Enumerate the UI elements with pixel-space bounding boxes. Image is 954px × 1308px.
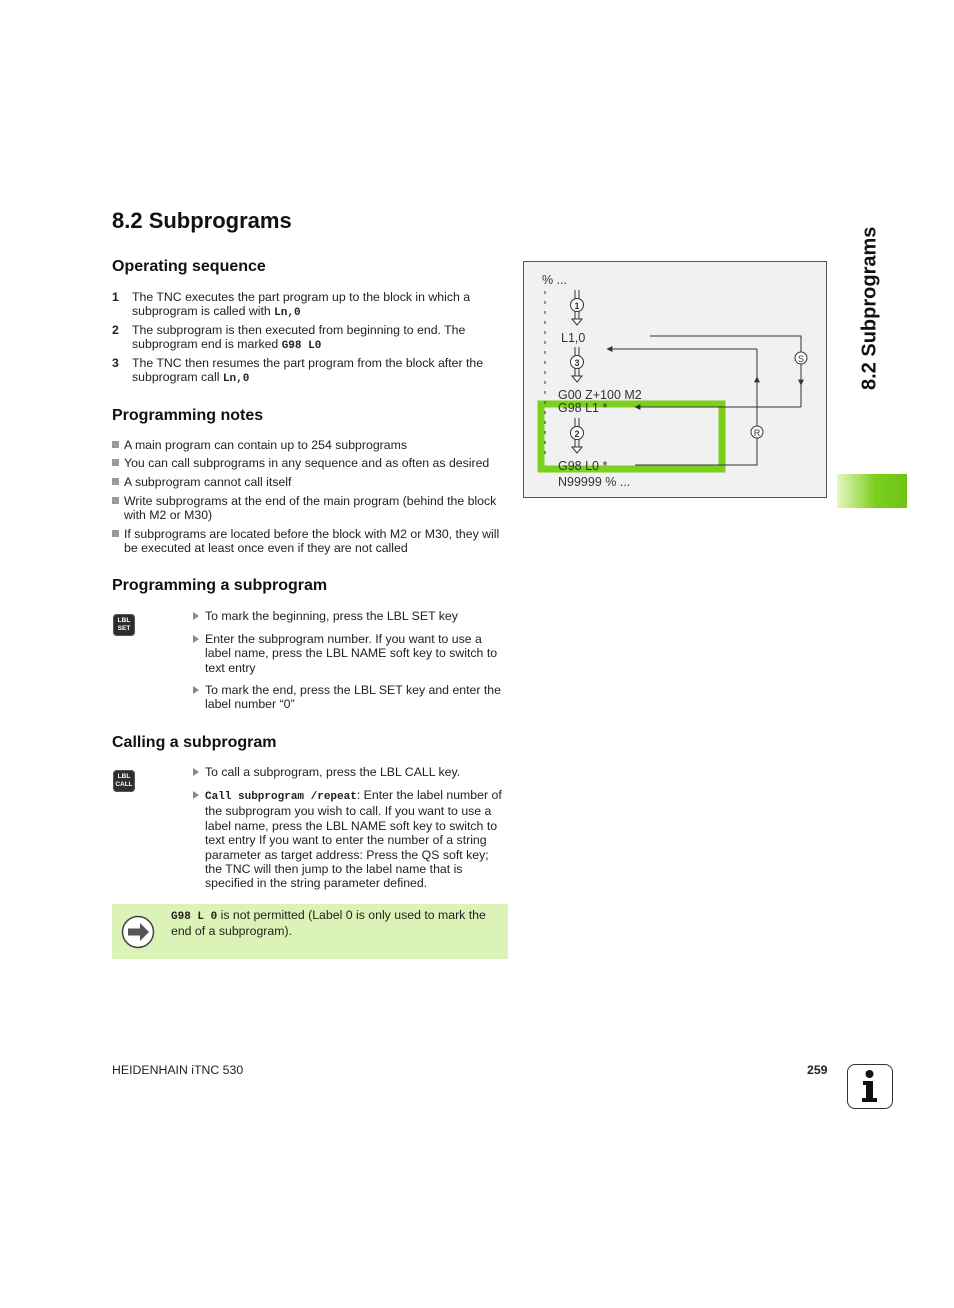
instruction-item: To call a subprogram, press the LBL CALL key. — [193, 765, 508, 779]
flow-marker: 3 — [574, 358, 580, 368]
step-number: 1 — [112, 290, 119, 304]
diagram-line: % ... — [542, 273, 568, 287]
bullet-square-icon — [112, 530, 119, 537]
diagram-line: L1,0 — [561, 331, 586, 345]
side-green-tab — [837, 474, 907, 508]
instruction-item — [193, 788, 508, 891]
side-tab-title: 8.2 Subprograms — [858, 226, 881, 390]
right-arrow-icon — [121, 915, 155, 954]
bullet-square-icon — [112, 497, 119, 504]
step-text: The TNC then resumes the part program from the block after the subprogram call — [132, 356, 484, 385]
instruction-item: Enter the subprogram number. If you want to use a label name, press the LBL NAME soft key to switch to text entry — [193, 632, 508, 675]
page-number: 259 — [807, 1063, 828, 1077]
step-number: 2 — [112, 323, 119, 337]
step-2 — [112, 323, 508, 354]
diagram-line: G00 Z+100 M2 — [558, 388, 642, 402]
softkey-code: Call subprogram /repeat — [205, 791, 357, 803]
step-3 — [112, 356, 508, 387]
section-title: 8.2 Subprograms — [112, 208, 292, 233]
arrow-bullet-icon — [193, 686, 199, 694]
diagram-line: G98 L1 * — [558, 401, 608, 415]
note-item: Write subprograms at the end of the main program (behind the block with M2 or M30) — [112, 494, 508, 523]
heading-operating-sequence: Operating sequence — [112, 258, 266, 275]
flow-marker: 1 — [574, 301, 580, 311]
flow-marker: 2 — [574, 429, 580, 439]
step-1 — [112, 290, 508, 321]
instruction-item: To mark the end, press the LBL SET key and enter the label number “0” — [193, 683, 508, 712]
step-text: The subprogram is then executed from beginning to end. The subprogram end is marked — [132, 323, 466, 352]
lbl-call-key-icon: LBL CALL — [113, 770, 135, 792]
note-item: You can call subprograms in any sequence and as often as desired — [112, 456, 508, 470]
bullet-square-icon — [112, 478, 119, 485]
lbl-set-key-icon: LBL SET — [113, 614, 135, 636]
arrow-bullet-icon — [193, 635, 199, 643]
path-label-s: S — [797, 354, 805, 364]
bullet-square-icon — [112, 459, 119, 466]
note-item: A main program can contain up to 254 subprograms — [112, 438, 508, 452]
instruction-item: To mark the beginning, press the LBL SET key — [193, 609, 508, 623]
arrow-bullet-icon — [193, 791, 199, 799]
note-text: G98 L 0 is not permitted (Label 0 is only used to mark the end of a subprogram). — [171, 908, 486, 939]
step-text: The TNC executes the part program up to the block in which a subprogram is called with — [132, 290, 471, 319]
diagram-line: N99999 % ... — [558, 475, 631, 489]
call-path-s — [635, 336, 801, 407]
info-icon — [847, 1064, 893, 1109]
path-label-r: R — [753, 428, 761, 438]
arrow-bullet-icon — [193, 768, 199, 776]
heading-programming-notes: Programming notes — [112, 407, 264, 424]
step-number: 3 — [112, 356, 119, 370]
bullet-square-icon — [112, 441, 119, 448]
diagram-line: G98 L0 * — [558, 459, 608, 473]
note-item: A subprogram cannot call itself — [112, 475, 508, 489]
heading-programming-subprogram: Programming a subprogram — [112, 577, 328, 594]
arrow-bullet-icon — [193, 612, 199, 620]
footer-product: HEIDENHAIN iTNC 530 — [112, 1063, 244, 1077]
step-code: Ln,0 — [222, 373, 250, 386]
step-code: Ln,0 — [274, 307, 301, 320]
note-code: G98 L 0 — [171, 911, 218, 923]
note-item: If subprograms are located before the block with M2 or M30, they will be executed at least once even if they are not called — [112, 527, 508, 556]
instruction-text: : Enter the label number of the subprogram you wish to call. If you want to use a label name, press the LBL NAME soft key to switch to text entry If you want to enter the number of a string parameter as target address: Press the QS soft key; the TNC will then jump to the label name that is specified in the string parameter defined. — [205, 788, 502, 891]
subprogram-flow-diagram — [523, 261, 827, 498]
step-code: G98 L0 — [281, 340, 322, 353]
heading-calling-subprogram: Calling a subprogram — [112, 734, 277, 751]
